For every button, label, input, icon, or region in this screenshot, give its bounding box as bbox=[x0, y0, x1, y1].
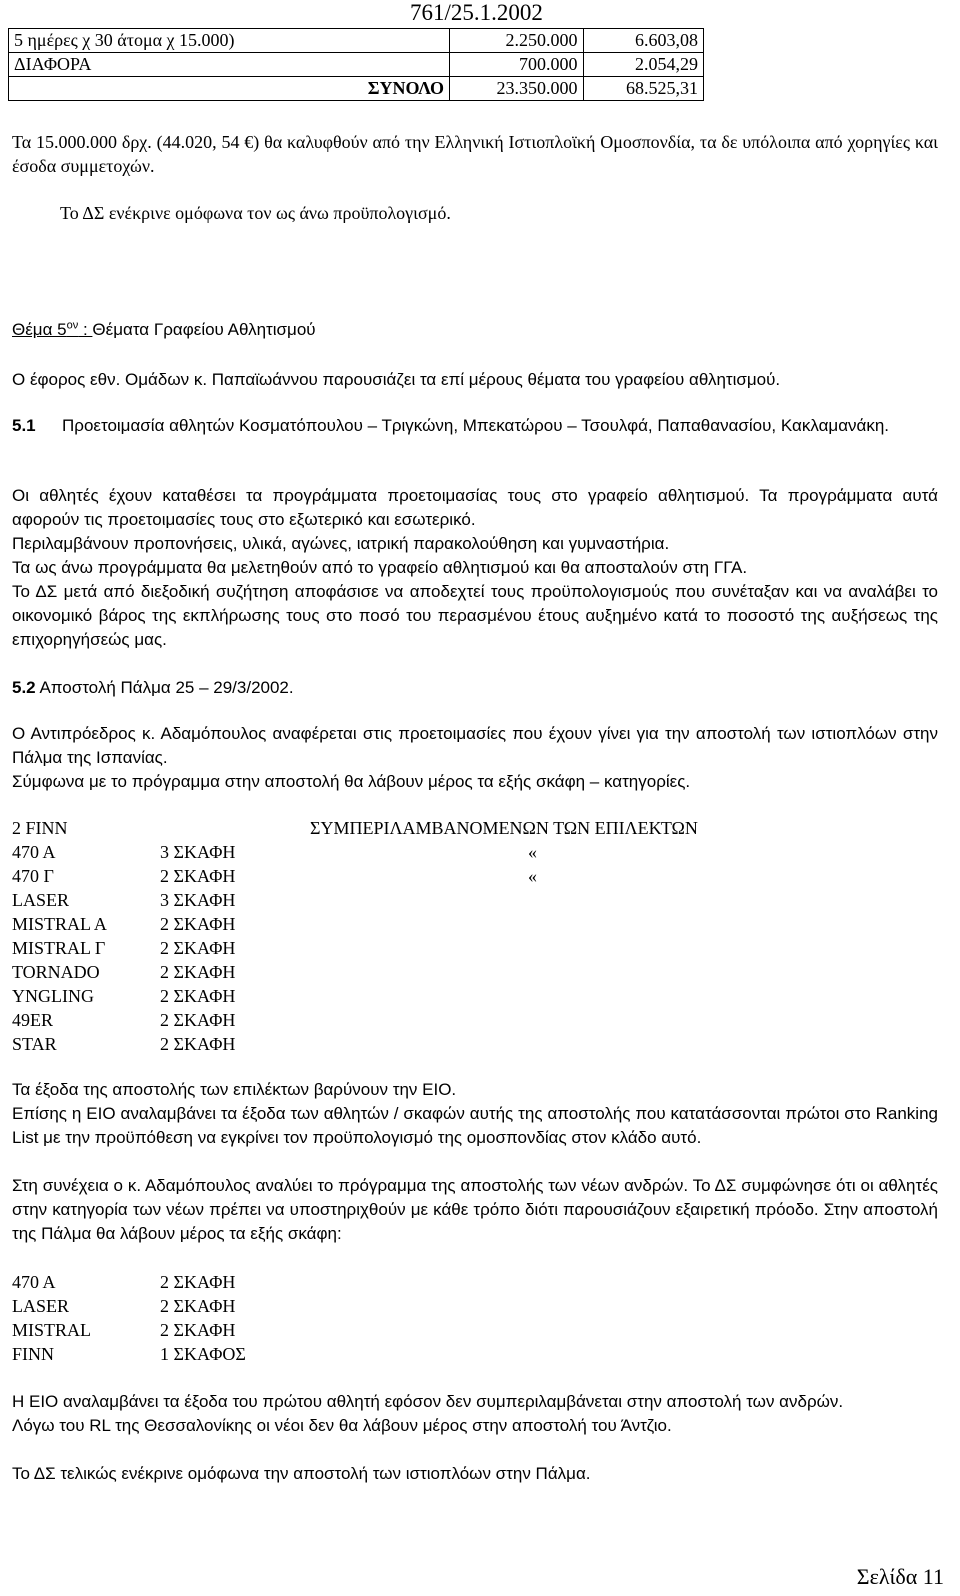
boat-class: MISTRAL A bbox=[12, 914, 107, 934]
list-item bbox=[0, 1342, 940, 1366]
paragraph-funding: Τα 15.000.000 δρχ. (44.020, 54 €) θα καλυφθούν από την Ελληνική Ιστιοπλοϊκή Ομοσπονδία, τα δε υπόλοιπα από χορηγίες και έσοδα συμμετοχών. bbox=[12, 132, 938, 176]
paragraph-costs-1: Τα έξοδα της αποστολής των επιλέκτων βαρύνουν την ΕΙΟ. bbox=[12, 1080, 457, 1099]
boat-class: 49ER bbox=[12, 1010, 54, 1030]
paragraph-rl: Λόγω του RL της Θεσσαλονίκης οι νέοι δεν θα λάβουν μέρος στην αποστολή του Άντζιο. bbox=[12, 1416, 672, 1435]
item-5-1-number: 5.1 bbox=[12, 416, 36, 435]
list-item bbox=[0, 888, 940, 912]
list-item bbox=[0, 960, 940, 984]
budget-row-label: 5 ημέρες χ 30 άτομα χ 15.000) bbox=[9, 29, 450, 53]
boat-count: 2 ΣΚΑΦΗ bbox=[160, 1010, 236, 1030]
list-item bbox=[0, 864, 940, 888]
boat-count: 2 ΣΚΑΦΗ bbox=[160, 1296, 236, 1316]
boat-class: MISTRAL bbox=[12, 1320, 92, 1340]
boat-class: 470 A bbox=[12, 1272, 56, 1292]
paragraph-approved: Το ΔΣ ενέκρινε ομόφωνα τον ως άνω προϋπολογισμό. bbox=[60, 203, 451, 223]
paragraph-programs-3: Τα ως άνω προγράμματα θα μελετηθούν από το γραφείο αθλητισμού και θα αποσταλούν στη ΓΓΑ. bbox=[12, 558, 748, 577]
topic-prefix: Θέμα 5 bbox=[12, 320, 67, 339]
boat-count: 2 ΣΚΑΦΗ bbox=[160, 1320, 236, 1340]
budget-row-euros: 2.054,29 bbox=[583, 53, 703, 77]
list-item bbox=[0, 1008, 940, 1032]
paragraph-programs-1: Οι αθλητές έχουν καταθέσει τα προγράμματα προετοιμασίας τους στο γραφείο αθλητισμού. Τα προγράμματα αυτά αφορούν τις προετοιμασίες τους στο εξωτερικό και εσωτερικό. bbox=[12, 486, 938, 529]
item-5-2 bbox=[12, 676, 938, 700]
budget-table bbox=[8, 28, 704, 101]
boat-note: ΣΥΜΠΕΡΙΛΑΜΒΑΝΟΜΕΝΩΝ ΤΩΝ ΕΠΙΛΕΚΤΩΝ bbox=[310, 818, 698, 838]
boat-class: 470 A bbox=[12, 842, 56, 862]
table-row bbox=[9, 77, 704, 101]
paragraph-youth: Στη συνέχεια ο κ. Αδαμόπουλος αναλύει το πρόγραμμα της αποστολής των νέων ανδρών. Το ΔΣ συμφώνησε ότι οι αθλητές στην κατηγορία των νέων πρέπει να υποστηριχθούν με κάθε τρόπο διότι παρουσιάζουν εξαιρετική πρόοδο. Στην αποστολή της Πάλμα θα λάβουν μέρος τα εξής σκάφη: bbox=[12, 1176, 938, 1243]
list-item bbox=[0, 912, 940, 936]
list-item bbox=[0, 984, 940, 1008]
boat-count: 3 ΣΚΑΦΗ bbox=[160, 842, 236, 862]
budget-row-drachmas: 700.000 bbox=[450, 53, 584, 77]
boat-class: TORNADO bbox=[12, 962, 100, 982]
boat-note: « bbox=[528, 842, 537, 862]
list-item bbox=[0, 1032, 940, 1056]
item-5-2-text: Αποστολή Πάλμα 25 – 29/3/2002. bbox=[39, 678, 294, 697]
paragraph-programs-4: Το ΔΣ μετά από διεξοδική συζήτηση αποφάσισε να αποδεχτεί τους προϋπολογισμούς που συνέταξαν και να αναλάβει το οικονομικό βάρος της εκπλήρωσης τους στο ποσό του περασμένου έτους αυξημένο κατά το ποσοστό της αυξήσεως της επιχορηγήσεώς μας. bbox=[12, 582, 938, 649]
paragraph-final: Το ΔΣ τελικώς ενέκρινε ομόφωνα την αποστολή των ιστιοπλόων στην Πάλμα. bbox=[12, 1464, 591, 1483]
paragraph-youth-costs: Η ΕΙΟ αναλαμβάνει τα έξοδα του πρώτου αθλητή εφόσον δεν συμπεριλαμβάνεται στην αποστολή των ανδρών. bbox=[12, 1392, 844, 1411]
boat-count: 2 ΣΚΑΦΗ bbox=[160, 914, 236, 934]
page-number: Σελίδα 11 bbox=[856, 1564, 944, 1589]
budget-row-drachmas: 2.250.000 bbox=[450, 29, 584, 53]
boat-count: 2 ΣΚΑΦΗ bbox=[160, 1272, 236, 1292]
item-5-2-number: 5.2 bbox=[12, 678, 36, 697]
topic-heading bbox=[12, 318, 938, 342]
topic-title: Θέματα Γραφείου Αθλητισμού bbox=[92, 320, 316, 339]
list-item bbox=[0, 1270, 940, 1294]
topic-superscript: ον bbox=[66, 319, 79, 332]
boat-class: LASER bbox=[12, 890, 70, 910]
paragraph-vice-president: Ο Αντιπρόεδρος κ. Αδαμόπουλος αναφέρεται στις προετοιμασίες που έχουν γίνει για την αποστολή των ιστιοπλόων στην Πάλμα της Ισπανίας. bbox=[12, 724, 938, 767]
boat-note: « bbox=[528, 866, 537, 886]
document-number: 761/25.1.2002 bbox=[410, 0, 543, 25]
budget-row-euros: 6.603,08 bbox=[583, 29, 703, 53]
budget-row-label: ΔΙΑΦΟΡΑ bbox=[9, 53, 450, 77]
paragraph-costs-2: Επίσης η ΕΙΟ αναλαμβάνει τα έξοδα των αθλητών / σκαφών αυτής της αποστολής που κατατάσσονται πρώτοι στο Ranking List με την προϋπόθεση να εγκρίνει τον προϋπολογισμό της ομοσπονδίας στον κλάδο αυτό. bbox=[12, 1104, 938, 1147]
boat-class: YNGLING bbox=[12, 986, 94, 1006]
budget-total-drachmas: 23.350.000 bbox=[450, 77, 584, 101]
item-5-1-text: Προετοιμασία αθλητών Κοσματόπουλου – Τριγκώνη, Μπεκατώρου – Τσουλφά, Παπαθανασίου, Κακλαμανάκη. bbox=[62, 416, 890, 435]
item-5-1 bbox=[12, 414, 938, 438]
boat-class: 470 Γ bbox=[12, 866, 54, 886]
boat-count: 2 ΣΚΑΦΗ bbox=[160, 866, 236, 886]
boat-class: LASER bbox=[12, 1296, 70, 1316]
list-item bbox=[0, 840, 940, 864]
table-row bbox=[9, 29, 704, 53]
paragraph-program-list: Σύμφωνα με το πρόγραμμα στην αποστολή θα λάβουν μέρος τα εξής σκάφη – κατηγορίες. bbox=[12, 772, 691, 791]
boat-count: 2 ΣΚΑΦΗ bbox=[160, 986, 236, 1006]
budget-total-label: ΣΥΝΟΛΟ bbox=[9, 77, 450, 101]
list-item bbox=[0, 1294, 940, 1318]
boat-count: 2 ΣΚΑΦΗ bbox=[160, 962, 236, 982]
boat-class: FINN bbox=[12, 1344, 55, 1364]
boat-class: 2 FINN bbox=[12, 818, 68, 838]
boat-count: 1 ΣΚΑΦΟΣ bbox=[160, 1344, 246, 1364]
boat-count: 2 ΣΚΑΦΗ bbox=[160, 938, 236, 958]
paragraph-programs-2: Περιλαμβάνουν προπονήσεις, υλικά, αγώνες, ιατρική παρακολούθηση και γυμναστήρια. bbox=[12, 534, 670, 553]
topic-colon: : bbox=[78, 320, 93, 339]
budget-total-euros: 68.525,31 bbox=[583, 77, 703, 101]
list-item bbox=[0, 936, 940, 960]
boat-class: STAR bbox=[12, 1034, 57, 1054]
list-item bbox=[0, 1318, 940, 1342]
boat-class: MISTRAL Γ bbox=[12, 938, 106, 958]
boat-count: 3 ΣΚΑΦΗ bbox=[160, 890, 236, 910]
table-row bbox=[9, 53, 704, 77]
boat-count: 2 ΣΚΑΦΗ bbox=[160, 1034, 236, 1054]
list-item bbox=[0, 816, 940, 840]
paragraph-ephor: Ο έφορος εθν. Ομάδων κ. Παπαϊωάννου παρουσιάζει τα επί μέρους θέματα του γραφείου αθλητισμού. bbox=[12, 370, 781, 389]
